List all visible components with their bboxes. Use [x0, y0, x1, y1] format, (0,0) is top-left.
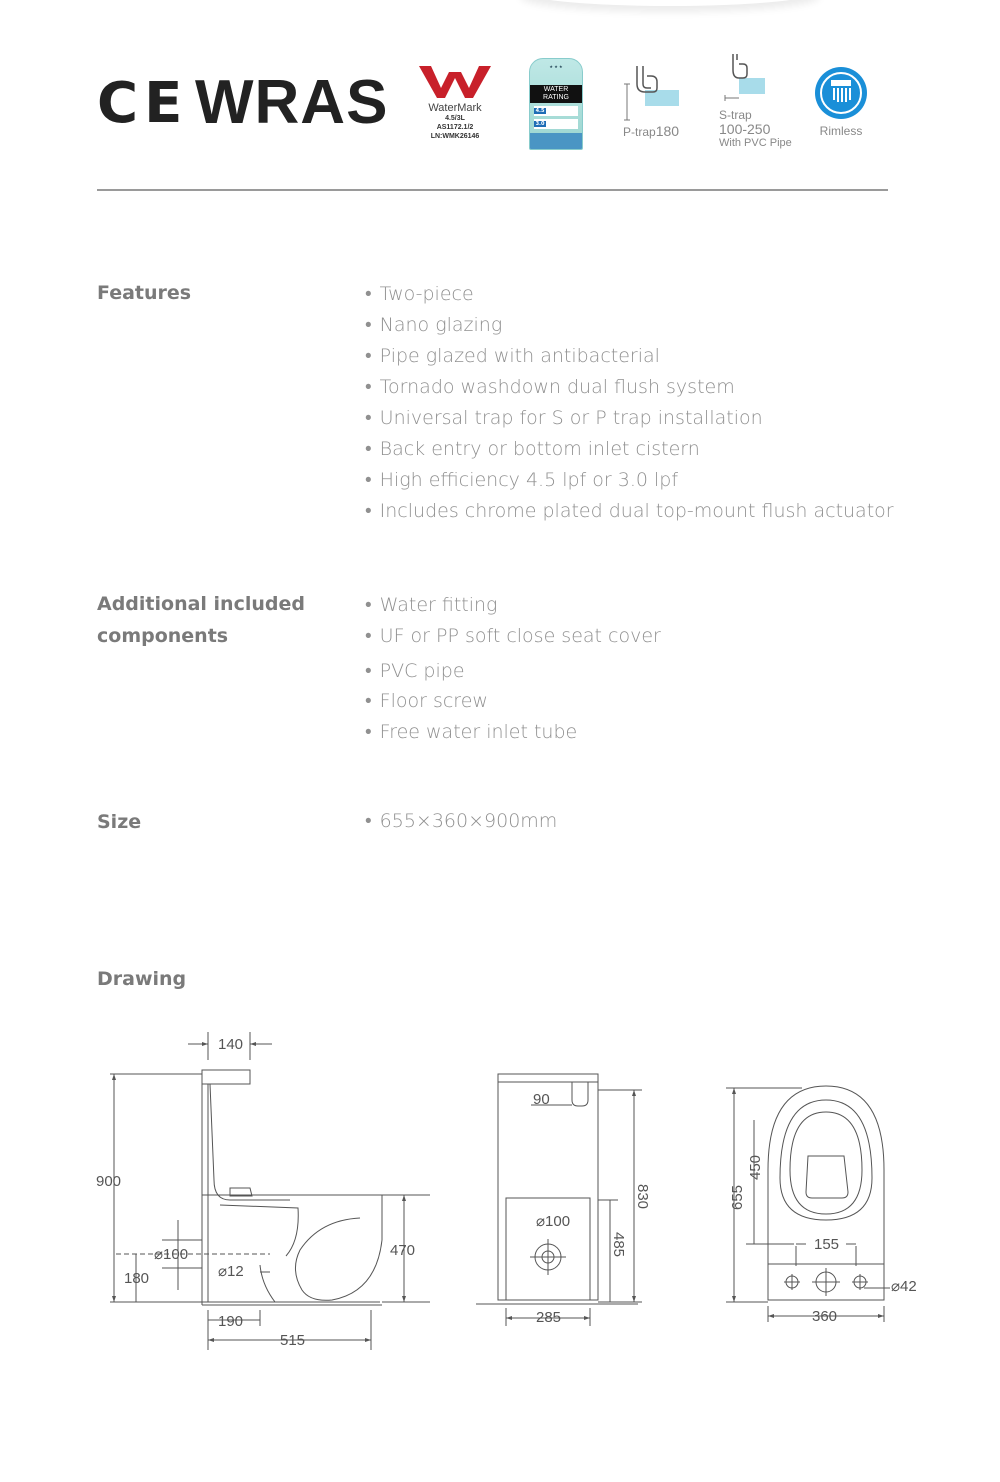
dim-front-485: 485: [610, 1232, 627, 1258]
list-item: • Includes chrome plated dual top-mount flush actuator: [365, 496, 894, 527]
list-item: • High efficiency 4.5 lpf or 3.0 lpf: [365, 465, 894, 496]
list-item: • Water fitting: [365, 590, 661, 621]
dim-side-100: ⌀100: [154, 1246, 189, 1263]
list-item: • Free water inlet tube: [365, 717, 661, 748]
strap-label: S-trap: [719, 108, 752, 122]
additional-title-line2: components: [97, 625, 229, 647]
technical-drawing: [90, 1020, 930, 1360]
water-rating-band: WATER RATING: [530, 85, 582, 103]
ptrap-value: 180: [655, 123, 680, 139]
decorative-arc: [520, 0, 820, 6]
dim-top-155: 155: [814, 1236, 840, 1253]
side-view: [110, 1032, 430, 1350]
ptrap-label: P-trap: [623, 125, 656, 139]
size-list: [365, 806, 557, 837]
list-item: • Pipe glazed with antibacterial: [365, 341, 894, 372]
additional-title-line1: Additional included: [97, 593, 305, 615]
dim-top-42: ⌀42: [891, 1278, 917, 1295]
ce-mark: CE: [97, 71, 189, 136]
dim-side-470: 470: [390, 1242, 416, 1259]
s-trap-icon: [719, 52, 771, 104]
top-view: [726, 1086, 890, 1322]
rating-row-full: 4.5: [534, 106, 578, 116]
drawing-title: Drawing: [97, 968, 187, 990]
list-item: • Two-piece: [365, 279, 894, 310]
rimless-icon: [814, 66, 868, 120]
dim-side-12: ⌀12: [218, 1263, 244, 1280]
section-divider: [97, 189, 888, 191]
dim-front-90: 90: [533, 1091, 550, 1108]
size-title: Size: [97, 811, 142, 833]
watermark-title: WaterMark: [428, 102, 482, 114]
strap-value: 100-250: [719, 121, 771, 137]
ptrap-badge: [623, 62, 683, 139]
strap-note: With PVC Pipe: [719, 137, 792, 149]
list-item: • Tornado washdown dual flush system: [365, 372, 894, 403]
rating-row-half: 3.0: [534, 119, 578, 129]
rimless-badge: [813, 66, 869, 138]
wras-mark: WRAS: [195, 68, 389, 137]
list-item: • Back entry or bottom inlet cistern: [365, 434, 894, 465]
dim-front-830: 830: [634, 1184, 651, 1210]
dim-front-285: 285: [536, 1309, 562, 1326]
dim-top-360: 360: [812, 1308, 838, 1325]
dim-side-190: 190: [218, 1313, 244, 1330]
list-item: • Universal trap for S or P trap installation: [365, 403, 894, 434]
p-trap-icon: [623, 62, 683, 122]
watermark-logo: [415, 64, 495, 141]
star-rating-icon: ★ ★ ★: [549, 64, 563, 69]
watermark-line1: 4.5/3L: [445, 115, 465, 122]
additional-title: [97, 588, 305, 652]
dim-top-450: 450: [747, 1154, 764, 1180]
list-item: • Floor screw: [365, 686, 661, 717]
dim-side-515: 515: [280, 1332, 306, 1349]
additional-list: [365, 590, 661, 748]
water-rating-label: [529, 58, 583, 150]
list-item: • UF or PP soft close seat cover: [365, 621, 661, 652]
watermark-line3: LN:WMK26146: [430, 133, 480, 140]
dim-front-100: ⌀100: [536, 1213, 571, 1230]
dim-side-180: 180: [124, 1270, 150, 1287]
dim-top-655: 655: [729, 1184, 746, 1210]
features-title: Features: [97, 282, 192, 304]
rimless-label: Rimless: [819, 124, 863, 138]
list-item: • Nano glazing: [365, 310, 894, 341]
list-item: • PVC pipe: [365, 652, 661, 686]
dim-side-140: 140: [218, 1036, 244, 1053]
features-list: [365, 279, 894, 527]
watermark-line2: AS1172.1/2: [436, 124, 474, 131]
list-item: • 655×360×900mm: [365, 806, 557, 837]
certification-bar: [97, 50, 887, 160]
drawing-svg: [90, 1020, 930, 1360]
front-view: [476, 1074, 642, 1326]
dim-side-900: 900: [96, 1173, 122, 1190]
rating-footer: [530, 133, 582, 150]
watermark-w-icon: [419, 64, 491, 100]
strap-badge: [719, 52, 792, 150]
